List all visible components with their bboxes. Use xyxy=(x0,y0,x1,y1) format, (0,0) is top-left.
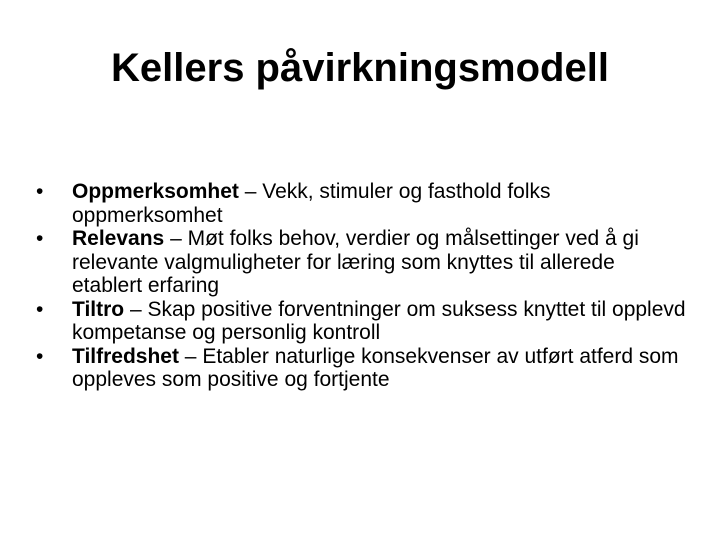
bullet-item-tiltro xyxy=(36,298,686,345)
bullet-marker: • xyxy=(36,180,44,203)
bullet-list xyxy=(36,180,686,392)
bullet-text: – Etabler naturlige konsekvenser av utført atferd som oppleves som positive og fortjente xyxy=(72,344,679,391)
bullet-term: Tilfredshet xyxy=(72,344,179,368)
bullet-item-relevans xyxy=(36,227,686,298)
bullet-marker: • xyxy=(36,297,44,321)
bullet-item-tilfredshet xyxy=(36,345,686,392)
bullet-item-oppmerksomhet xyxy=(36,180,686,227)
bullet-text: – Skap positive forventninger om suksess knyttet til opplevd kompetanse og personlig kontroll xyxy=(72,297,686,344)
bullet-term: Oppmerksomhet xyxy=(72,180,239,203)
bullet-text: – Vekk, stimuler og fasthold folks oppmerksomhet xyxy=(72,180,551,227)
bullet-marker: • xyxy=(36,227,44,250)
slide-title: Kellers påvirkningsmodell xyxy=(111,46,609,90)
bullet-term: Tiltro xyxy=(72,297,125,321)
bullet-text: – Møt folks behov, verdier og målsettinger ved å gi relevante valgmuligheter for læring som knyttes til allerede etablert erfaring xyxy=(72,227,639,297)
bullet-term: Relevans xyxy=(72,227,165,250)
bullet-marker: • xyxy=(36,344,44,368)
